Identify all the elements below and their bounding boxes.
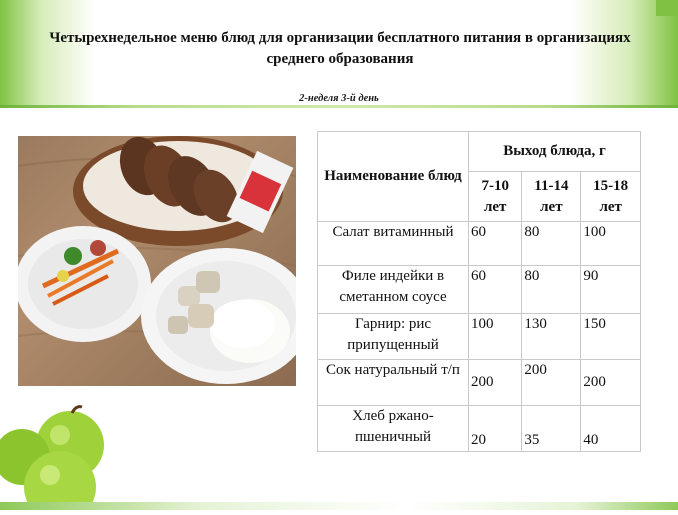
column-header-yield: Выход блюда, г xyxy=(469,132,641,172)
bottom-band xyxy=(0,502,678,510)
yield-value: 150 xyxy=(581,314,641,360)
table-row xyxy=(318,266,641,314)
column-header-name: Наименование блюд xyxy=(318,132,469,222)
yield-value: 40 xyxy=(581,406,641,452)
dish-name: Хлеб ржано-пшеничный xyxy=(318,406,469,452)
corner-decoration xyxy=(656,0,678,16)
yield-value: 200 xyxy=(581,360,641,406)
dish-name: Гарнир: рис припущенный xyxy=(318,314,469,360)
menu-table xyxy=(317,131,641,452)
age-group-header: 7-10 лет xyxy=(469,172,522,222)
yield-value: 200 xyxy=(522,360,581,406)
yield-value: 100 xyxy=(581,222,641,266)
table-row xyxy=(318,360,641,406)
yield-value: 35 xyxy=(522,406,581,452)
yield-value: 20 xyxy=(469,406,522,452)
yield-value: 80 xyxy=(522,266,581,314)
yield-value: 90 xyxy=(581,266,641,314)
age-group-header: 11-14 лет xyxy=(522,172,581,222)
dish-name: Сок натуральный т/п xyxy=(318,360,469,406)
dish-name: Салат витаминный xyxy=(318,222,469,266)
dish-name: Филе индейки в сметанном соусе xyxy=(318,266,469,314)
yield-value: 130 xyxy=(522,314,581,360)
yield-value: 80 xyxy=(522,222,581,266)
meal-photo xyxy=(18,136,296,386)
table-row xyxy=(318,314,641,360)
yield-value: 60 xyxy=(469,222,522,266)
yield-value: 100 xyxy=(469,314,522,360)
table-row xyxy=(318,222,641,266)
table-row xyxy=(318,406,641,452)
meal-photo-illustration xyxy=(18,136,296,386)
page-title: Четырехнедельное меню блюд для организации бесплатного питания в организациях среднего образования xyxy=(49,30,631,67)
table-header-row xyxy=(318,132,641,172)
yield-value: 60 xyxy=(469,266,522,314)
age-group-header: 15-18 лет xyxy=(581,172,641,222)
page-subtitle: 2-неделя 3-й день xyxy=(299,93,379,104)
yield-value: 200 xyxy=(469,360,522,406)
apples-decoration xyxy=(0,405,130,510)
